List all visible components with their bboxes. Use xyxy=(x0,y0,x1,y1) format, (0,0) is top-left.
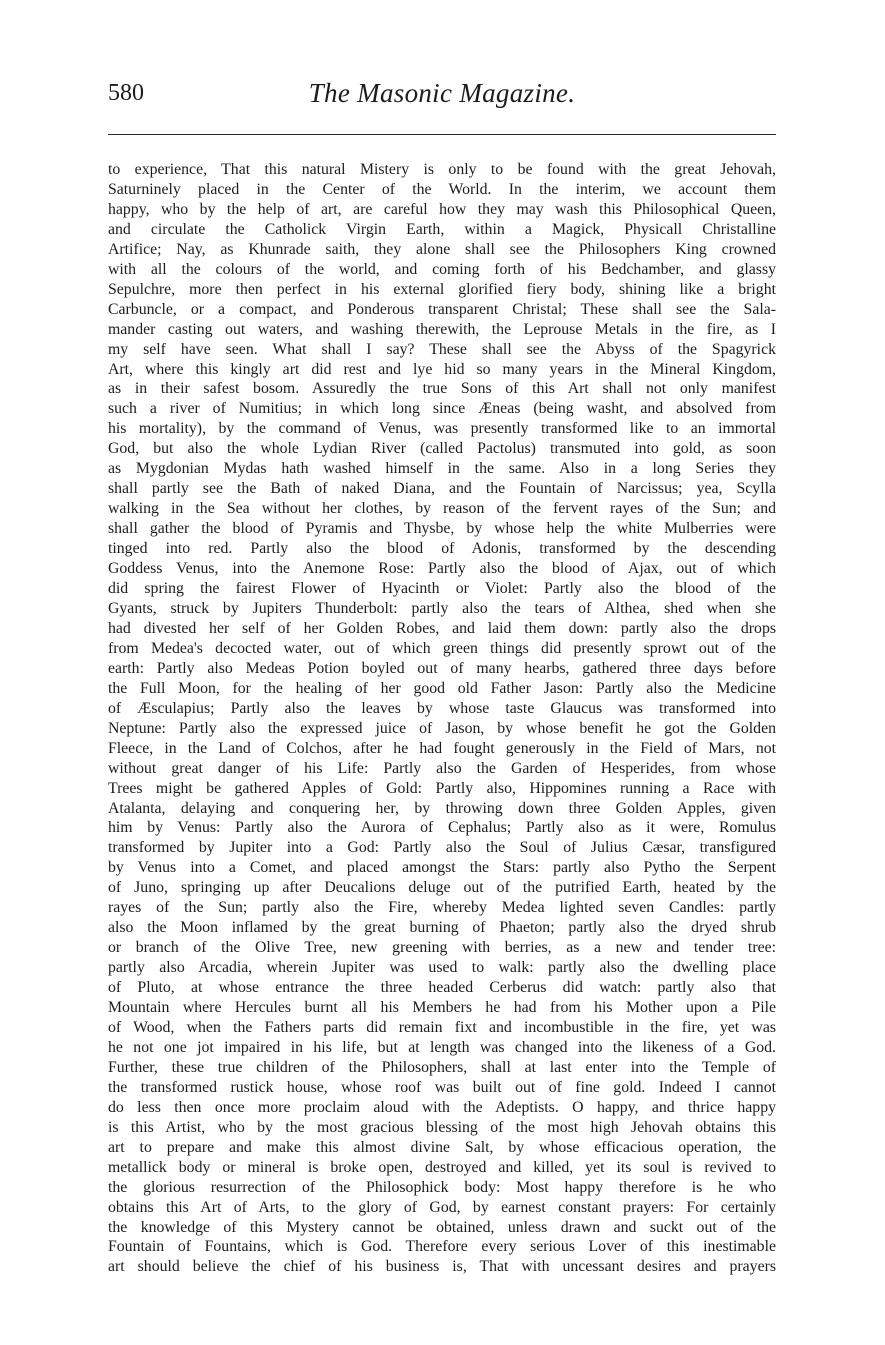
text-line: walking in the Sea without her clothes, by reason of the fervent rayes of the Sun; and xyxy=(108,500,776,518)
text-line: Sepulchre, more then perfect in his external glorified fiery body, shining like a bright xyxy=(108,280,776,298)
running-title: The Masonic Magazine. xyxy=(308,78,576,108)
text-line: also the Moon inflamed by the great burning of Phaeton; partly also the dryed shrub xyxy=(108,919,776,937)
text-line: the knowledge of this Mystery cannot be obtained, unless drawn and suckt out of the xyxy=(108,1218,776,1236)
text-line: with all the colours of the world, and coming forth of his Bedchamber, and glassy xyxy=(108,260,776,278)
text-line: rayes of the Sun; partly also the Fire, whereby Medea lighted seven Candles: partly xyxy=(108,899,776,917)
text-line: Further, these true children of the Philosophers, shall at last enter into the Temple of xyxy=(108,1058,776,1076)
text-line: and circulate the Catholick Virgin Earth, within a Magick, Physicall Christalline xyxy=(108,220,776,238)
text-line: he not one jot impaired in his life, but at length was changed into the likeness of a God. xyxy=(108,1038,776,1056)
text-line: Artifice; Nay, as Khunrade saith, they alone shall see the Philosophers King crowned xyxy=(108,240,776,258)
text-line: the Full Moon, for the healing of her good old Father Jason: Partly also the Medicine xyxy=(108,679,776,697)
text-line: without great danger of his Life: Partly also the Garden of Hesperides, from whose xyxy=(108,759,776,777)
text-line: Art, where this kingly art did rest and lye hid so many years in the Mineral Kingdom, xyxy=(108,360,776,378)
text-line: Atalanta, delaying and conquering her, by throwing down three Golden Apples, given xyxy=(108,799,776,817)
text-line: of Juno, springing up after Deucalions deluge out of the putrified Earth, heated by the xyxy=(108,879,776,897)
text-line: as Mygdonian Mydas hath washed himself in the same. Also in a long Series they xyxy=(108,460,776,478)
text-line: Fleece, in the Land of Colchos, after he had fought generously in the Field of Mars, not xyxy=(108,739,776,757)
text-line: from Medea's decocted water, out of which green things did presently sprowt out of the xyxy=(108,639,776,657)
text-line: by Venus into a Comet, and placed amongst the Stars: partly also Pytho the Serpent xyxy=(108,859,776,877)
text-line: God, but also the whole Lydian River (called Pactolus) transmuted into gold, as soon xyxy=(108,440,776,458)
text-line: my self have seen. What shall I say? These shall see the Abyss of the Spagyrick xyxy=(108,340,776,358)
text-line: Gyants, struck by Jupiters Thunderbolt: partly also the tears of Althea, shed when she xyxy=(108,599,776,617)
text-line: metallick body or mineral is broke open, destroyed and killed, yet its soul is revived to xyxy=(108,1158,776,1176)
text-line: Saturninely placed in the Center of the World. In the interim, we account them xyxy=(108,180,776,198)
text-line: of Pluto, at whose entrance the three headed Cerberus did watch: partly also that xyxy=(108,979,776,997)
text-line: such a river of Numitius; in which long since Æneas (being washt, and absolved from xyxy=(108,400,776,418)
text-line: his mortality), by the command of Venus, was presently transformed like to an immortal xyxy=(108,420,776,438)
text-line: shall partly see the Bath of naked Diana, and the Fountain of Narcissus; yea, Scylla xyxy=(108,480,776,498)
text-line: of Wood, when the Fathers parts did remain fixt and incombustible in the fire, yet was xyxy=(108,1018,776,1036)
text-line: art to prepare and make this almost divine Salt, by whose efficacious operation, the xyxy=(108,1138,776,1156)
text-line: art should believe the chief of his business is, That with uncessant desires and prayers xyxy=(108,1258,776,1276)
text-line: partly also Arcadia, wherein Jupiter was used to walk: partly also the dwelling place xyxy=(108,959,776,977)
text-line: is this Artist, who by the most gracious blessing of the most high Jehovah obtains this xyxy=(108,1118,776,1136)
page-header xyxy=(108,78,776,120)
text-line: or branch of the Olive Tree, new greening with berries, as a new and tender tree: xyxy=(108,939,776,957)
text-line: Neptune: Partly also the expressed juice of Jason, by whose benefit he got the Golden xyxy=(108,719,776,737)
text-line: obtains this Art of Arts, to the glory of God, by earnest constant prayers: For certainly xyxy=(108,1198,776,1216)
body-text xyxy=(108,160,776,1277)
text-line: had divested her self of her Golden Robes, and laid them down: partly also the drops xyxy=(108,619,776,637)
text-line: Trees might be gathered Apples of Gold: Partly also, Hippomines running a Race with xyxy=(108,779,776,797)
text-line: as in their safest bosom. Assuredly the true Sons of this Art shall not only manifest xyxy=(108,380,776,398)
text-line: do less then once more proclaim aloud with the Adeptists. O happy, and thrice happy xyxy=(108,1098,776,1116)
page-number: 580 xyxy=(108,80,144,106)
text-line: him by Venus: Partly also the Aurora of Cephalus; Partly also as it were, Romulus xyxy=(108,819,776,837)
text-line: transformed by Jupiter into a God: Partly also the Soul of Julius Cæsar, transfigured xyxy=(108,839,776,857)
text-line: to experience, That this natural Mistery is only to be found with the great Jehovah, xyxy=(108,161,776,178)
text-line: did spring the fairest Flower of Hyacinth or Violet: Partly also the blood of the xyxy=(108,580,776,598)
text-line: Fountain of Fountains, which is God. Therefore every serious Lover of this inestimable xyxy=(108,1238,776,1256)
text-line: the transformed rustick house, whose roof was built out of fine gold. Indeed I cannot xyxy=(108,1078,776,1096)
text-line: Mountain where Hercules burnt all his Members he had from his Mother upon a Pile xyxy=(108,999,776,1017)
text-line: Carbuncle, or a compact, and Ponderous transparent Christal; These shall see the Sala- xyxy=(108,300,776,318)
text-line: tinged into red. Partly also the blood of Adonis, transformed by the descending xyxy=(108,540,776,558)
text-line: the glorious resurrection of the Philosophick body: Most happy therefore is he who xyxy=(108,1178,776,1196)
text-line: shall gather the blood of Pyramis and Thysbe, by whose help the white Mulberries were xyxy=(108,520,776,538)
text-line: happy, who by the help of art, are careful how they may wash this Philosophical Queen, xyxy=(108,200,776,218)
text-line: Goddess Venus, into the Anemone Rose: Partly also the blood of Ajax, out of which xyxy=(108,560,776,578)
text-line: earth: Partly also Medeas Potion boyled out of many hearbs, gathered three days before xyxy=(108,659,776,677)
text-line: of Æsculapius; Partly also the leaves by whose taste Glaucus was transformed into xyxy=(108,699,776,717)
text-line: mander casting out waters, and washing therewith, the Leprouse Metals in the fire, as I xyxy=(108,320,776,338)
header-rule xyxy=(108,134,776,135)
